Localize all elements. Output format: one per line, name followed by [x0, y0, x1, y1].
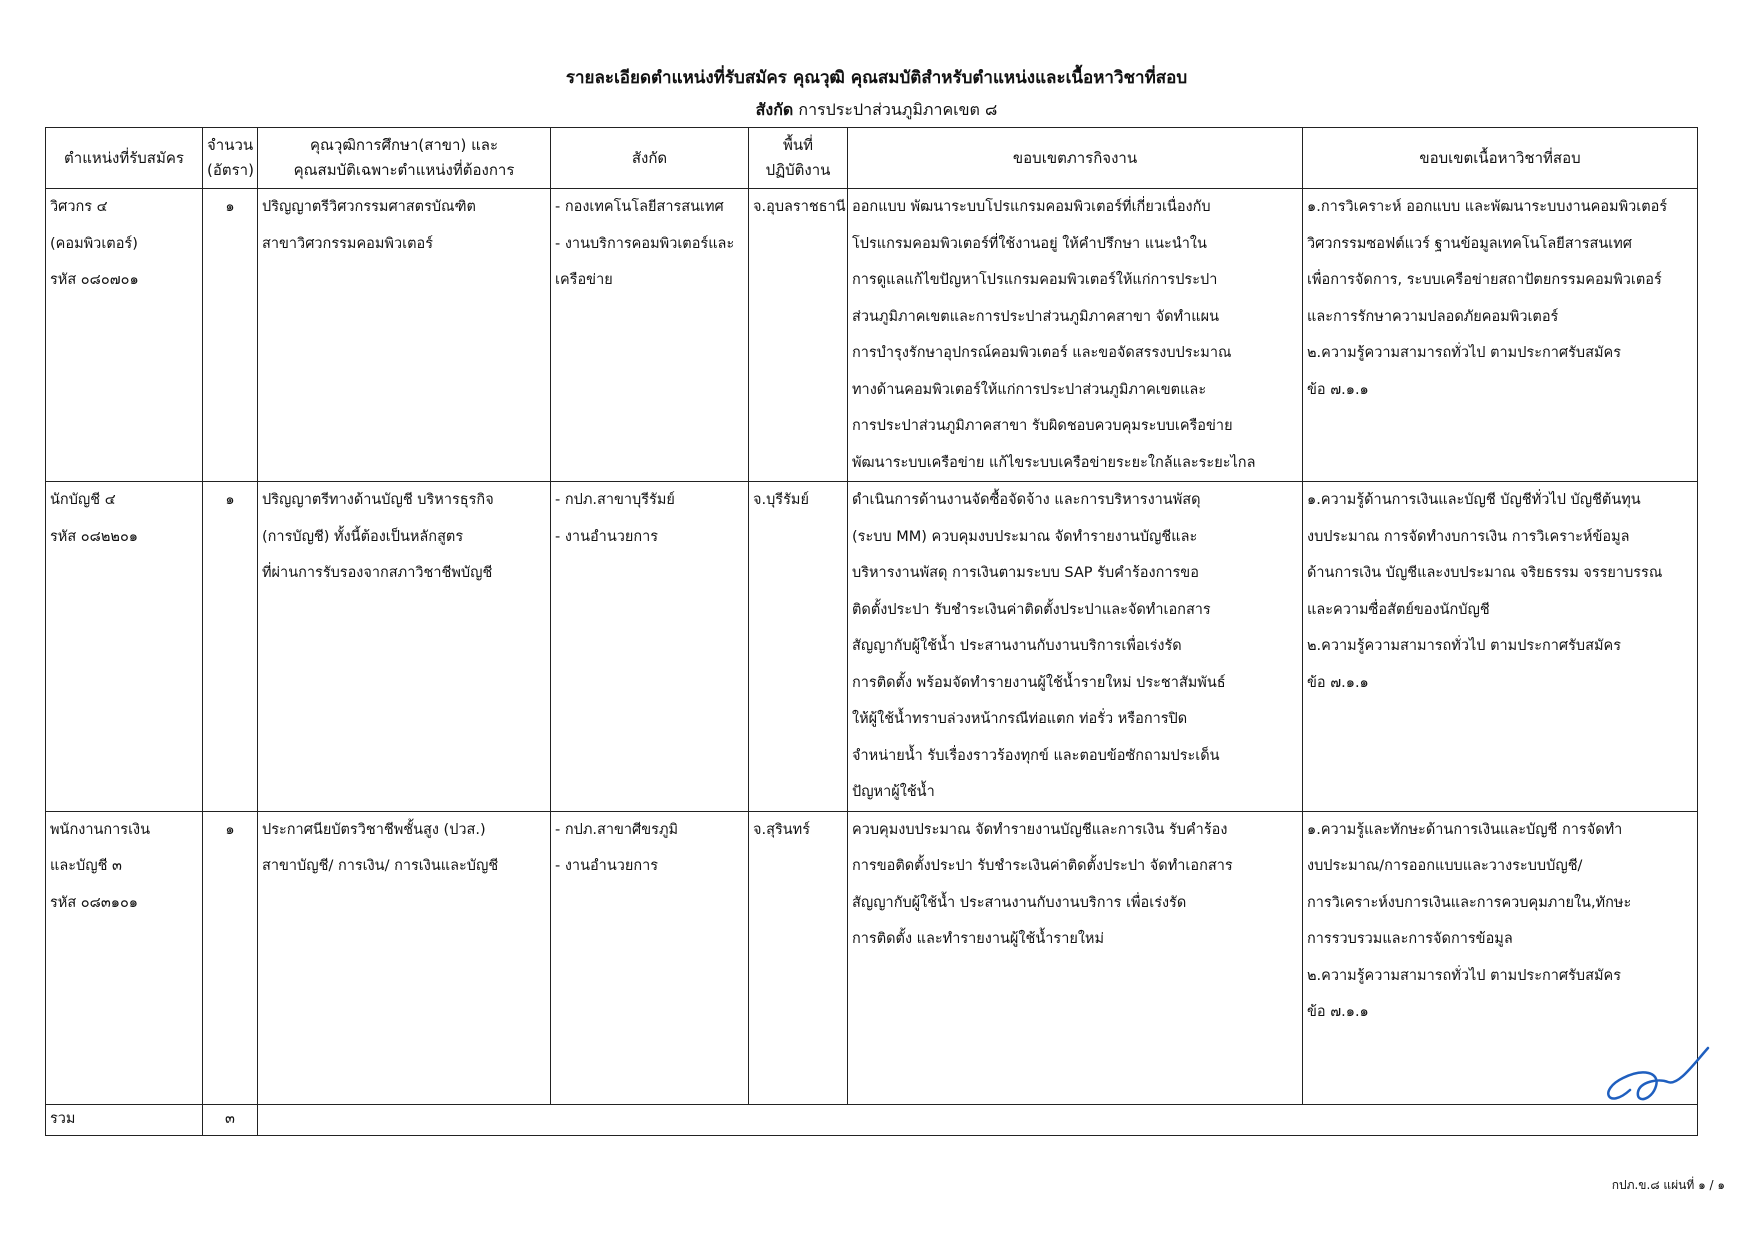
cell-exam-line: ๒.ความรู้ความสามารถทั่วไป ตามประกาศรับสมัคร: [1307, 967, 1622, 984]
cell-position: [46, 189, 203, 482]
header-qual-line2: คุณสมบัติเฉพาะตำแหน่งที่ต้องการ: [293, 161, 515, 179]
cell-unit: [551, 482, 749, 812]
header-qualification: [258, 128, 551, 189]
positions-table: [45, 127, 1698, 1136]
document-subtitle: [0, 98, 1753, 123]
signature-stroke: [1608, 1048, 1708, 1099]
cell-duty: [848, 189, 1303, 482]
header-exam: ขอบเขตเนื้อหาวิชาที่สอบ: [1303, 128, 1698, 189]
cell-unit-line: - งานบริการคอมพิวเตอร์และ: [555, 235, 735, 252]
cell-position-line: รหัส ๐๘๓๑๐๑: [50, 894, 139, 911]
cell-exam: [1303, 482, 1698, 812]
page-footer: กปภ.ข.๘ แผ่นที่ ๑ / ๑: [1611, 1178, 1725, 1192]
cell-exam-line: งบประมาณ/การออกแบบและวางระบบบัญชี/: [1307, 858, 1583, 874]
cell-exam-line: ด้านการเงิน บัญชีและงบประมาณ จริยธรรม จรรยาบรรณ: [1307, 565, 1663, 581]
cell-unit: [551, 811, 749, 1104]
header-qual-line1: คุณวุฒิการศึกษา(สาขา) และ: [309, 136, 499, 154]
document-title: รายละเอียดตำแหน่งที่รับสมัคร คุณวุฒิ คุณสมบัติสำหรับตำแหน่งและเนื้อหาวิชาที่สอบ: [565, 68, 1188, 88]
header-unit: สังกัด: [551, 128, 749, 189]
cell-duty-line: การดูแลแก้ไขปัญหาโปรแกรมคอมพิวเตอร์ให้แก่การประปา: [852, 272, 1218, 288]
cell-duty-line: ดำเนินการด้านงานจัดซื้อจัดจ้าง และการบริหารงานพัสดุ: [852, 492, 1201, 508]
cell-exam-line: เพื่อการจัดการ, ระบบเครือข่ายสถาปัตยกรรมคอมพิวเตอร์: [1307, 272, 1662, 288]
cell-exam-line: และการรักษาความปลอดภัยคอมพิวเตอร์: [1307, 308, 1559, 325]
header-area: [749, 128, 848, 189]
cell-duty: [848, 811, 1303, 1104]
cell-duty-line: (ระบบ MM) ควบคุมงบประมาณ จัดทำรายงานบัญชีและ: [852, 528, 1198, 545]
cell-exam-line: ข้อ ๗.๑.๑: [1307, 1004, 1369, 1020]
cell-area: จ.อุบลราชธานี: [749, 189, 848, 482]
cell-qualification-line: ปริญญาตรีทางด้านบัญชี บริหารธุรกิจ: [262, 492, 494, 508]
cell-area: จ.สุรินทร์: [749, 811, 848, 1104]
cell-duty-line: การติดตั้ง และทำรายงานผู้ใช้น้ำรายใหม่: [852, 931, 1105, 947]
cell-exam-line: ๑.ความรู้ด้านการเงินและบัญชี บัญชีทั่วไป บัญชีต้นทุน: [1307, 492, 1641, 508]
cell-exam-line: ๑.ความรู้และทักษะด้านการเงินและบัญชี การจัดทำ: [1307, 821, 1623, 838]
cell-exam: [1303, 189, 1698, 482]
cell-exam-line: ๒.ความรู้ความสามารถทั่วไป ตามประกาศรับสมัคร: [1307, 638, 1622, 654]
cell-exam-line: ๒.ความรู้ความสามารถทั่วไป ตามประกาศรับสมัคร: [1307, 345, 1622, 361]
cell-qualification-line: ปริญญาตรีวิศวกรรมศาสตรบัณฑิต: [262, 199, 476, 215]
table-row: [46, 482, 1698, 812]
cell-duty-line: ออกแบบ พัฒนาระบบโปรแกรมคอมพิวเตอร์ที่เกี่ยวเนื่องกับ: [852, 199, 1211, 215]
cell-duty-line: ให้ผู้ใช้น้ำทราบล่วงหน้ากรณีท่อแตก ท่อรั่ว หรือการปิด: [852, 711, 1188, 727]
cell-duty-line: การประปาส่วนภูมิภาคสาขา รับผิดชอบควบคุมระบบเครือข่าย: [852, 418, 1233, 434]
cell-exam-line: และความซื่อสัตย์ของนักบัญชี: [1307, 601, 1490, 618]
cell-duty: [848, 482, 1303, 812]
cell-count: ๑: [203, 189, 258, 482]
subtitle-value: การประปาส่วนภูมิภาคเขต ๘: [798, 100, 998, 119]
cell-unit-line: - งานอำนวยการ: [555, 858, 659, 874]
cell-qualification-line: ประกาศนียบัตรวิชาชีพชั้นสูง (ปวส.): [262, 821, 486, 838]
cell-duty-line: บริหารงานพัสดุ การเงินตามระบบ SAP รับคำร้องการขอ: [852, 565, 1199, 581]
header-count: [203, 128, 258, 189]
cell-exam-line: ข้อ ๗.๑.๑: [1307, 381, 1369, 398]
table-row: [46, 811, 1698, 1104]
total-count: ๓: [203, 1104, 258, 1135]
cell-duty-line: จำหน่ายน้ำ รับเรื่องราวร้องทุกข์ และตอบข้อซักถามประเด็น: [852, 747, 1220, 764]
cell-unit-line: - กองเทคโนโลยีสารสนเทศ: [555, 199, 724, 215]
cell-unit-line: - กปภ.สาขาบุรีรัมย์: [555, 492, 675, 508]
cell-position: [46, 811, 203, 1104]
cell-qualification-line: สาขาบัญชี/ การเงิน/ การเงินและบัญชี: [262, 858, 499, 874]
cell-position-line: พนักงานการเงิน: [50, 821, 151, 838]
cell-duty-line: ทางด้านคอมพิวเตอร์ให้แก่การประปาส่วนภูมิภาคเขตและ: [852, 381, 1207, 398]
cell-unit-line: - งานอำนวยการ: [555, 528, 659, 545]
cell-duty-line: ส่วนภูมิภาคเขตและการประปาส่วนภูมิภาคสาขา จัดทำแผน: [852, 308, 1220, 325]
header-area-line1: พื้นที่: [782, 136, 814, 154]
cell-qualification: [258, 811, 551, 1104]
subtitle-label: สังกัด: [755, 100, 794, 119]
cell-qualification-line: ที่ผ่านการรับรองจากสภาวิชาชีพบัญชี: [262, 565, 493, 581]
cell-qualification-line: สาขาวิศวกรรมคอมพิวเตอร์: [262, 235, 433, 252]
cell-unit-line: - กปภ.สาขาศีขรภูมิ: [555, 821, 679, 838]
cell-position: [46, 482, 203, 812]
table-row: [46, 189, 1698, 482]
cell-exam-line: การวิเคราะห์งบการเงินและการควบคุมภายใน,ทักษะ: [1307, 894, 1632, 911]
cell-exam-line: ๑.การวิเคราะห์ ออกแบบ และพัฒนาระบบงานคอมพิวเตอร์: [1307, 199, 1668, 215]
cell-duty-line: โปรแกรมคอมพิวเตอร์ที่ใช้งานอยู่ ให้คำปรึกษา แนะนำใน: [852, 235, 1207, 252]
header-position: ตำแหน่งที่รับสมัคร: [46, 128, 203, 189]
total-empty-cell: [258, 1104, 1698, 1135]
cell-duty-line: ปัญหาผู้ใช้น้ำ: [852, 784, 935, 800]
cell-unit-line: เครือข่าย: [555, 272, 613, 288]
cell-count: ๑: [203, 811, 258, 1104]
cell-position-line: นักบัญชี ๔: [50, 492, 116, 508]
cell-qualification-line: (การบัญชี) ทั้งนี้ต้องเป็นหลักสูตร: [262, 528, 464, 545]
cell-count: ๑: [203, 482, 258, 812]
cell-duty-line: พัฒนาระบบเครือข่าย แก้ไขระบบเครือข่ายระยะใกล้และระยะไกล: [852, 454, 1256, 471]
cell-duty-line: การขอติดตั้งประปา รับชำระเงินค่าติดตั้งประปา จัดทำเอกสาร: [852, 858, 1233, 874]
cell-duty-line: สัญญากับผู้ใช้น้ำ ประสานงานกับงานบริการ เพื่อเร่งรัด: [852, 894, 1187, 911]
cell-position-line: (คอมพิวเตอร์): [50, 235, 138, 252]
cell-duty-line: การติดตั้ง พร้อมจัดทำรายงานผู้ใช้น้ำรายใหม่ ประชาสัมพันธ์: [852, 674, 1226, 691]
cell-position-line: รหัส ๐๘๐๗๐๑: [50, 272, 139, 288]
cell-exam-line: การรวบรวมและการจัดการข้อมูล: [1307, 931, 1513, 947]
table-header-row: [46, 128, 1698, 189]
signature-icon: [1598, 1020, 1718, 1120]
header-area-line2: ปฏิบัติงาน: [765, 161, 831, 179]
cell-qualification: [258, 189, 551, 482]
total-label: รวม: [46, 1104, 203, 1135]
cell-position-line: และบัญชี ๓: [50, 858, 122, 874]
cell-duty-line: ควบคุมงบประมาณ จัดทำรายงานบัญชีและการเงิน รับคำร้อง: [852, 821, 1228, 838]
cell-exam-line: วิศวกรรมซอฟต์แวร์ ฐานข้อมูลเทคโนโลยีสารสนเทศ: [1307, 235, 1632, 252]
header-duty: ขอบเขตภารกิจงาน: [848, 128, 1303, 189]
cell-qualification: [258, 482, 551, 812]
cell-duty-line: สัญญากับผู้ใช้น้ำ ประสานงานกับงานบริการเพื่อเร่งรัด: [852, 638, 1182, 654]
cell-duty-line: ติดตั้งประปา รับชำระเงินค่าติดตั้งประปาและจัดทำเอกสาร: [852, 601, 1211, 618]
header-count-line2: (อัตรา): [207, 161, 254, 179]
cell-unit: [551, 189, 749, 482]
cell-duty-line: การบำรุงรักษาอุปกรณ์คอมพิวเตอร์ และขอจัดสรรงบประมาณ: [852, 345, 1232, 361]
total-row: [46, 1104, 1698, 1135]
cell-exam-line: ข้อ ๗.๑.๑: [1307, 674, 1369, 691]
cell-exam-line: งบประมาณ การจัดทำงบการเงิน การวิเคราะห์ข้อมูล: [1307, 528, 1630, 545]
cell-area: จ.บุรีรัมย์: [749, 482, 848, 812]
header-count-line1: จำนวน: [207, 136, 254, 154]
cell-position-line: วิศวกร ๔: [50, 199, 108, 215]
cell-position-line: รหัส ๐๘๒๒๐๑: [50, 528, 139, 545]
